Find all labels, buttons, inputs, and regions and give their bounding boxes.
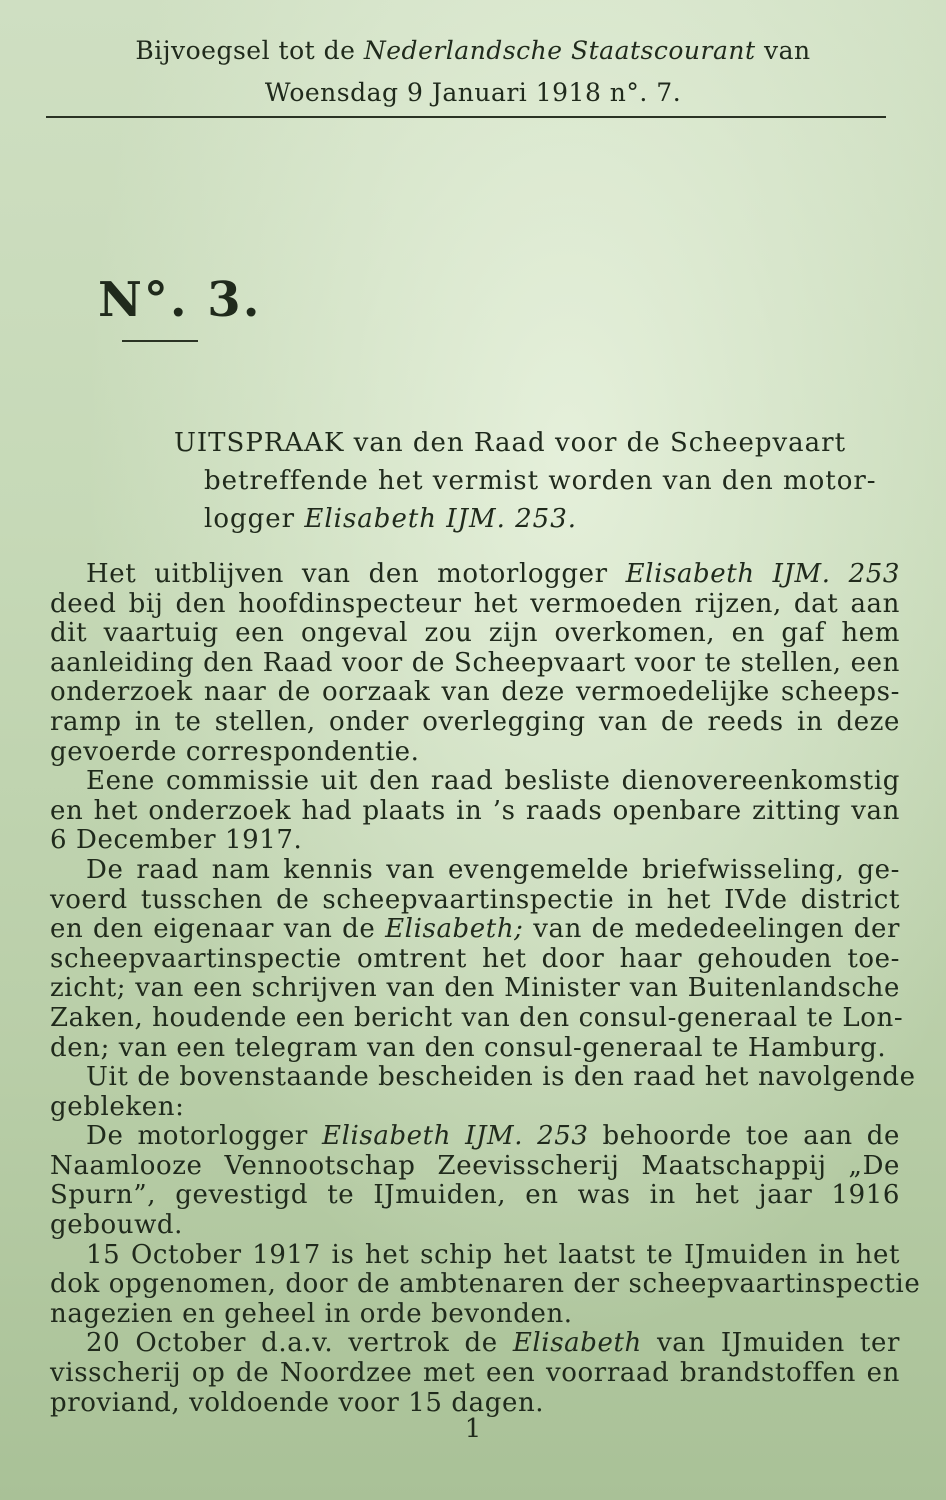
body-line	[50, 856, 900, 886]
body-text: De raad nam kennis van evengemelde briefwisseling, ge-	[86, 854, 900, 885]
paragraph-4	[50, 1062, 916, 1122]
body-line	[50, 915, 900, 945]
body-line	[50, 649, 900, 679]
body-line	[50, 1181, 900, 1211]
body-line	[50, 797, 900, 827]
body-text: aanleiding den Raad voor de Scheepvaart voor te stellen, een	[50, 647, 900, 678]
body-line	[50, 945, 900, 975]
body-line	[50, 560, 900, 590]
body-text: Eene commissie uit den raad besliste dienovereenkomstig	[86, 766, 900, 797]
paragraph-1	[50, 560, 900, 767]
number-divider	[122, 340, 198, 342]
body-line	[50, 1211, 900, 1241]
body-text: 6 December 1917.	[50, 825, 303, 856]
page-number: 1	[464, 1414, 482, 1444]
document-body	[50, 559, 921, 1418]
title-line-3-prefix: logger	[204, 504, 305, 534]
header-line-1	[0, 30, 946, 72]
body-line	[50, 974, 900, 1004]
body-line	[50, 767, 900, 797]
body-text: dok opgenomen, door de ambtenaren der scheepvaartinspectie	[50, 1269, 921, 1300]
body-line	[50, 1002, 904, 1034]
body-text: visscherij op de Noordzee met een voorraad brandstoffen en	[50, 1358, 900, 1389]
document-title	[174, 424, 904, 538]
paragraph-7	[50, 1329, 900, 1418]
body-line	[50, 1062, 916, 1093]
vessel-name-italic: Elisabeth	[512, 1328, 642, 1359]
body-line	[50, 1269, 921, 1300]
body-text: onderzoek naar de oorzaak van deze vermoedelijke scheeps-	[50, 677, 900, 708]
body-text: en den eigenaar van de	[50, 914, 386, 945]
header-divider	[46, 116, 886, 118]
body-text: Naamlooze Vennootschap Zeevisscherij Maatschappij „De	[50, 1150, 900, 1181]
body-text: zicht; van een schrijven van den Minister van Buitenlandsche	[50, 973, 900, 1004]
vessel-name-italic: Elisabeth;	[385, 914, 524, 945]
body-text: ramp in te stellen, onder overlegging van de reeds in deze	[50, 706, 900, 737]
body-text: en het onderzoek had plaats in ’s raads openbare zitting van	[50, 795, 900, 826]
vessel-name-italic: Elisabeth IJM. 253	[625, 559, 900, 589]
title-vessel-name: Elisabeth IJM. 253.	[304, 504, 578, 534]
paragraph-6	[50, 1239, 921, 1330]
body-text: Spurn”, gevestigd te IJmuiden, en was in het jaar 1916	[50, 1180, 900, 1211]
body-line	[50, 1093, 900, 1123]
title-line-2: betreffende het vermist worden van den motor-	[204, 466, 877, 496]
header-suffix: van	[755, 36, 811, 65]
body-line	[50, 1241, 900, 1271]
page-header	[0, 30, 946, 114]
title-line-1: UITSPRAAK van den Raad voor de Scheepvaart	[174, 428, 847, 458]
body-text: gebouwd.	[50, 1210, 184, 1241]
body-text: voerd tusschen de scheepvaartinspectie in het IVde district	[50, 884, 900, 915]
body-line	[50, 1329, 900, 1359]
body-text: van IJmuiden ter	[641, 1328, 900, 1359]
vessel-name-italic: Elisabeth IJM. 253	[321, 1121, 589, 1152]
paragraph-3	[50, 854, 904, 1063]
body-text: van de mededeelingen der	[523, 914, 901, 945]
body-line	[50, 826, 900, 856]
body-line	[50, 1034, 900, 1064]
body-line	[50, 1152, 900, 1182]
body-text: Zaken, houdende een bericht van den consul-generaal te Lon-	[50, 1002, 904, 1033]
header-line-2: Woensdag 9 Januari 1918 n°. 7.	[264, 78, 682, 107]
body-text: Het uitblijven van den motorlogger	[86, 559, 626, 589]
body-line	[50, 678, 900, 708]
body-line	[50, 886, 900, 916]
paragraph-2	[50, 767, 900, 856]
body-text: 15 October 1917 is het schip het laatst te IJmuiden in het	[86, 1239, 900, 1270]
title-line-3	[174, 500, 904, 538]
body-line	[50, 708, 900, 738]
body-text: den; van een telegram van den consul-generaal te Hamburg.	[50, 1032, 887, 1063]
body-text: deed bij den hoofdinspecteur het vermoeden rijzen, dat aan	[50, 588, 900, 619]
header-prefix: Bijvoegsel tot de	[135, 36, 364, 65]
header-publication-name: Nederlandsche Staatscourant	[363, 36, 756, 65]
body-text: gevoerde correspondentie.	[50, 736, 420, 767]
body-text: 20 October d.a.v. vertrok de	[86, 1328, 513, 1359]
body-text: proviand, voldoende voor 15 dagen.	[50, 1387, 545, 1418]
body-line	[50, 619, 900, 649]
body-text: scheepvaartinspectie omtrent het door haar gehouden toe-	[50, 943, 900, 974]
document-number: N°. 3.	[98, 272, 262, 328]
body-text: De motorlogger	[86, 1121, 322, 1152]
body-line	[50, 1300, 900, 1330]
body-line	[50, 738, 900, 768]
body-text: behoorde toe aan de	[588, 1121, 900, 1152]
body-text: Uit de bovenstaande bescheiden is den raad het navolgende	[86, 1062, 916, 1093]
body-line	[50, 1359, 900, 1389]
paragraph-5	[50, 1122, 900, 1240]
body-text: gebleken:	[50, 1091, 185, 1122]
body-line	[50, 1122, 900, 1152]
body-text: nagezien en geheel in orde bevonden.	[50, 1298, 573, 1329]
body-line	[50, 590, 900, 620]
body-text: dit vaartuig een ongeval zou zijn overkomen, en gaf hem	[50, 618, 900, 649]
